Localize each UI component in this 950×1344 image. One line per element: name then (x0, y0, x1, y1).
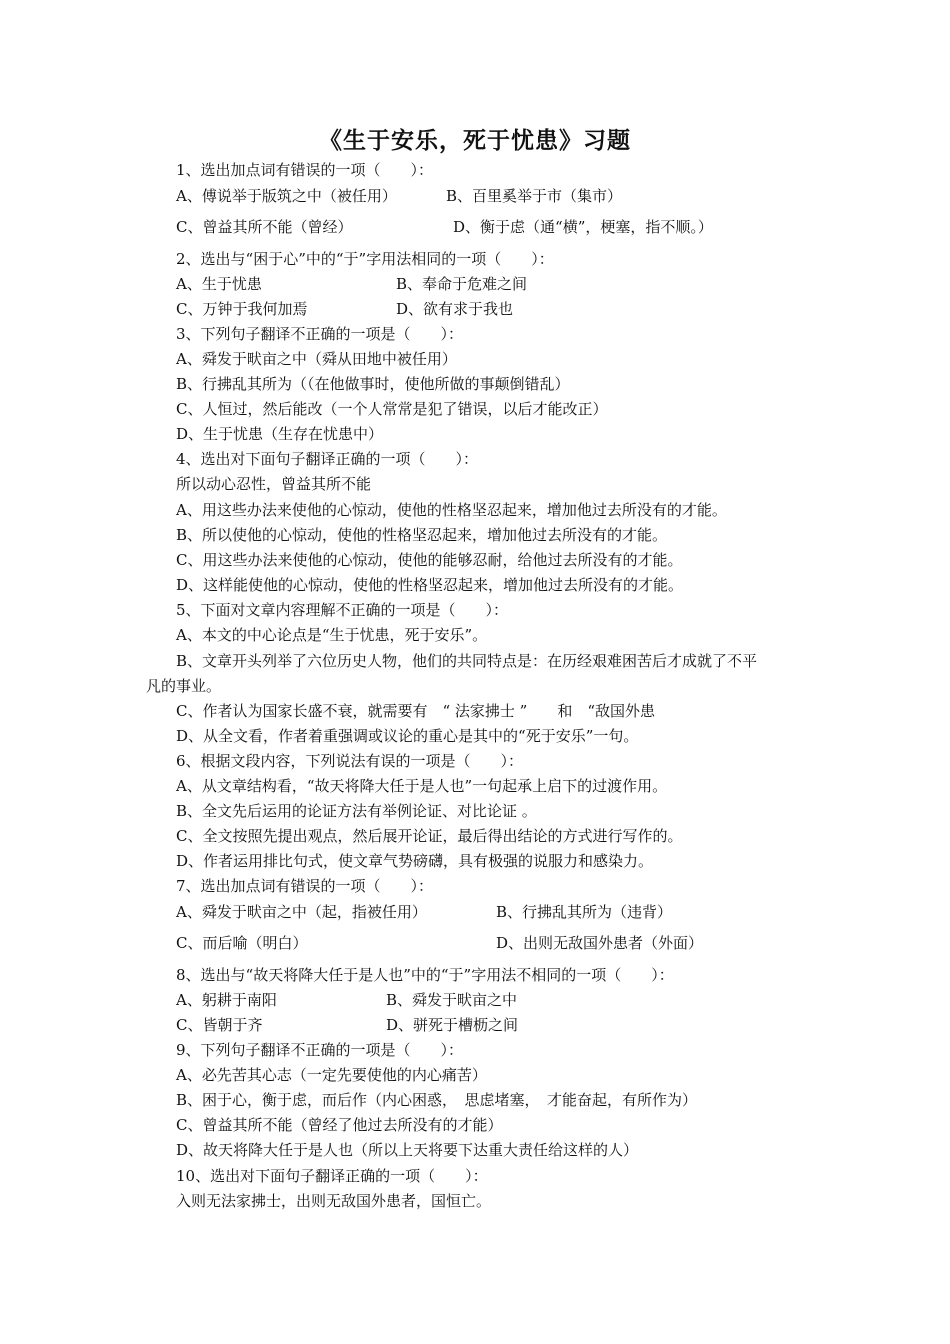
option-1b: B、百里奚举于市（集市） (446, 187, 623, 205)
option-4b: B、所以使他的心惊动，使他的性格坚忍起来，增加他过去所没有的才能。 (176, 526, 668, 544)
option-1d: D、衡于虑（通“横”，梗塞，指不顺。） (453, 218, 713, 236)
option-9b: B、困于心，衡于虑，而后作（内心困惑， 思虑堵塞， 才能奋起，有所作为） (176, 1091, 698, 1109)
option-8c: C、皆朝于齐 (176, 1016, 263, 1034)
option-5b: B、文章开头列举了六位历史人物，他们的共同特点是：在历经艰难困苦后才成就了不平 (176, 652, 758, 670)
option-7d: D、出则无敌国外患者（外面） (496, 934, 704, 952)
question-6: 6、根据文段内容，下列说法有误的一项是（ ）： (176, 752, 524, 770)
option-6b: B、全文先后运用的论证方法有举例论证、对比论证 。 (176, 802, 537, 820)
option-5c: C、作者认为国家长盛不衰，就需要有 “ 法家拂士 ” 和 “敌国外患 (176, 702, 656, 720)
option-6a: A、从文章结构看，“故天将降大任于是人也”一句起承上启下的过渡作用。 (176, 777, 668, 795)
question-1: 1、选出加点词有错误的一项（ ）： (176, 161, 434, 179)
option-8b: B、舜发于畎亩之中 (386, 991, 518, 1009)
option-4c: C、用这些办法来使他的心惊动，使他的能够忍耐，给他过去所没有的才能。 (176, 551, 683, 569)
option-7a: A、舜发于畎亩之中（起，指被任用） (176, 903, 427, 921)
option-2d: D、欲有求于我也 (396, 300, 514, 318)
question-10: 10、选出对下面句子翻译正确的一项（ ）： (176, 1167, 488, 1185)
option-7c: C、而后喻（明白） (176, 934, 308, 952)
option-3c: C、人恒过，然后能改（一个人常常是犯了错误，以后才能改正） (176, 400, 608, 418)
option-6d: D、作者运用排比句式，使文章气势磅礴，具有极强的说服力和感染力。 (176, 852, 654, 870)
page-title: 《生于安乐，死于忧患》习题 (319, 128, 631, 154)
option-7b: B、行拂乱其所为（违背） (496, 903, 673, 921)
question-7: 7、选出加点词有错误的一项（ ）： (176, 877, 434, 895)
question-4: 4、选出对下面句子翻译正确的一项（ ）： (176, 450, 479, 468)
question-9: 9、下列句子翻译不正确的一项是（ ）： (176, 1041, 464, 1059)
question-2: 2、选出与“困于心”中的“于”字用法相同的一项（ ）： (176, 250, 554, 268)
option-9c: C、曾益其所不能（曾经了他过去所没有的才能） (176, 1116, 503, 1134)
option-2c: C、万钟于我何加焉 (176, 300, 308, 318)
option-8d: D、骈死于槽枥之间 (386, 1016, 519, 1034)
option-3b: B、行拂乱其所为（（在他做事时，使他所做的事颠倒错乱） (176, 375, 570, 393)
option-9d: D、故天将降大任于是人也（所以上天将要下达重大责任给这样的人） (176, 1141, 639, 1159)
option-1c: C、曾益其所不能（曾经） (176, 218, 353, 236)
question-4-sentence: 所以动心忍性，曾益其所不能 (176, 475, 372, 493)
question-5: 5、下面对文章内容理解不正确的一项是（ ）： (176, 601, 509, 619)
option-2a: A、生于忧患 (176, 275, 262, 293)
option-2b: B、奉命于危难之间 (396, 275, 528, 293)
option-6c: C、全文按照先提出观点，然后展开论证，最后得出结论的方式进行写作的。 (176, 827, 683, 845)
option-4a: A、用这些办法来使他的心惊动，使他的性格坚忍起来，增加他过去所没有的才能。 (176, 501, 727, 519)
option-5b-continued: 凡的事业。 (146, 677, 222, 695)
option-3d: D、生于忧患（生存在忧患中） (176, 425, 384, 443)
option-5d: D、从全文看，作者着重强调或议论的重心是其中的“死于安乐”一句。 (176, 727, 639, 745)
question-3: 3、下列句子翻译不正确的一项是（ ）： (176, 325, 464, 343)
option-5a: A、本文的中心论点是“生于忧患，死于安乐”。 (176, 626, 488, 644)
option-4d: D、这样能使他的心惊动，使他的性格坚忍起来，增加他过去所没有的才能。 (176, 576, 684, 594)
option-3a: A、舜发于畎亩之中（舜从田地中被任用） (176, 350, 457, 368)
question-10-sentence: 入则无法家拂士，出则无敌国外患者，国恒亡。 (176, 1192, 492, 1210)
option-9a: A、必先苦其心志（一定先要使他的内心痛苦） (176, 1066, 487, 1084)
option-8a: A、躬耕于南阳 (176, 991, 277, 1009)
question-8: 8、选出与“故天将降大任于是人也”中的“于”字用法不相同的一项（ ）： (176, 966, 674, 984)
option-1a: A、傅说举于版筑之中（被任用） (176, 187, 397, 205)
